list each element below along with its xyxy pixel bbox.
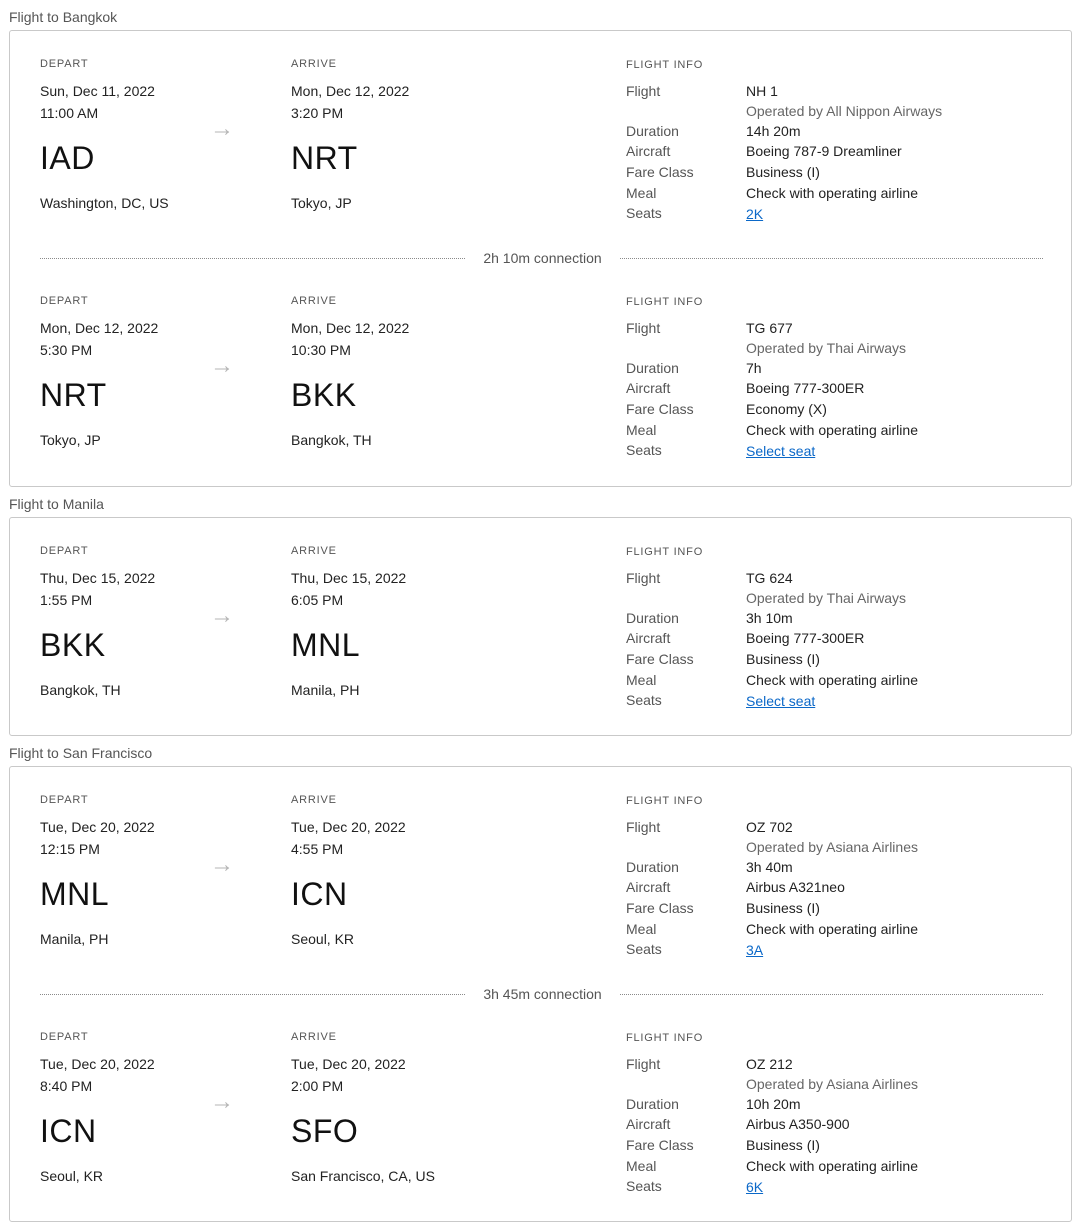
arrive-airport-code: MNL [291,627,361,663]
fare-class-key: Fare Class [626,651,694,667]
fare-class-key: Fare Class [626,900,694,916]
arrive-time: 6:05 PM [291,592,344,608]
flight-segment [10,268,1073,468]
arrive-city: Manila, PH [291,682,360,698]
connection-duration: 3h 45m connection [483,986,602,1002]
flight-number: OZ 212 [746,1056,793,1072]
meal-value: Check with operating airline [746,1158,918,1174]
meal-key: Meal [626,422,657,438]
depart-time: 12:15 PM [40,841,100,857]
arrive-time: 10:30 PM [291,342,351,358]
trip-card [9,766,1072,1222]
arrive-city: Tokyo, JP [291,195,352,211]
depart-time: 11:00 AM [40,105,99,121]
depart-date: Tue, Dec 20, 2022 [40,819,155,835]
depart-city: Tokyo, JP [40,432,101,448]
operated-by: Operated by Thai Airways [746,340,907,356]
flight-key: Flight [626,320,661,336]
flight-number: OZ 702 [746,819,793,835]
aircraft-key: Aircraft [626,143,671,159]
seat-link[interactable]: 2K [746,206,764,222]
flight-info-label: FLIGHT INFO [626,296,704,308]
aircraft-key: Aircraft [626,1116,671,1132]
depart-airport-code: MNL [40,876,110,912]
duration-key: Duration [626,123,679,139]
seat-selection [746,205,763,223]
arrive-label: ARRIVE [291,545,337,557]
trip-title: Flight to Manila [9,496,104,512]
arrive-date: Tue, Dec 20, 2022 [291,1056,406,1072]
duration-value: 10h 20m [746,1096,801,1112]
flight-key: Flight [626,1056,661,1072]
depart-time: 5:30 PM [40,342,93,358]
fare-class-value: Business (I) [746,900,820,916]
arrow-right-icon: → [210,115,234,142]
depart-airport-code: BKK [40,627,106,663]
flight-segment [10,1004,1073,1204]
depart-date: Thu, Dec 15, 2022 [40,570,156,586]
arrive-airport-code: NRT [291,140,358,176]
depart-time: 8:40 PM [40,1078,93,1094]
fare-class-value: Business (I) [746,651,820,667]
operated-by: Operated by Asiana Airlines [746,839,918,855]
fare-class-value: Business (I) [746,164,820,180]
operated-by: Operated by All Nippon Airways [746,103,943,119]
arrive-city: Seoul, KR [291,931,355,947]
connection-divider [40,248,1043,268]
aircraft-key: Aircraft [626,879,671,895]
arrive-time: 2:00 PM [291,1078,344,1094]
fare-class-value: Economy (X) [746,401,827,417]
flight-key: Flight [626,83,661,99]
depart-city: Bangkok, TH [40,682,121,698]
meal-value: Check with operating airline [746,422,918,438]
meal-value: Check with operating airline [746,185,918,201]
aircraft-value: Boeing 777-300ER [746,380,865,396]
duration-value: 7h [746,360,762,376]
connector-line-right [620,258,1043,259]
arrive-city: San Francisco, CA, US [291,1168,435,1184]
flight-segment [10,767,1073,967]
seats-key: Seats [626,692,662,708]
arrive-airport-code: ICN [291,876,348,912]
duration-value: 3h 40m [746,859,793,875]
depart-label: DEPART [40,58,89,70]
meal-value: Check with operating airline [746,921,918,937]
seat-link[interactable]: 6K [746,1179,764,1195]
seat-selection [746,692,815,710]
arrive-airport-code: SFO [291,1113,359,1149]
arrive-date: Tue, Dec 20, 2022 [291,819,406,835]
flight-segment [10,31,1073,231]
arrive-label: ARRIVE [291,794,337,806]
seat-link[interactable]: Select seat [746,693,816,709]
flight-number: TG 624 [746,570,793,586]
flight-info-label: FLIGHT INFO [626,59,704,71]
operated-by: Operated by Asiana Airlines [746,1076,918,1092]
depart-label: DEPART [40,295,89,307]
connector-line-right [620,994,1043,995]
aircraft-key: Aircraft [626,630,671,646]
arrow-right-icon: → [210,602,234,629]
seat-selection [746,442,815,460]
arrow-right-icon: → [210,352,234,379]
depart-date: Sun, Dec 11, 2022 [40,83,155,99]
flight-info-label: FLIGHT INFO [626,795,704,807]
depart-date: Tue, Dec 20, 2022 [40,1056,155,1072]
aircraft-key: Aircraft [626,380,671,396]
trip-title: Flight to Bangkok [9,9,118,25]
operated-by: Operated by Thai Airways [746,590,907,606]
meal-key: Meal [626,185,657,201]
depart-airport-code: IAD [40,140,95,176]
connector-line-left [40,258,465,259]
arrow-right-icon: → [210,851,234,878]
seat-selection [746,941,763,959]
arrive-date: Mon, Dec 12, 2022 [291,320,410,336]
flight-number: NH 1 [746,83,778,99]
arrow-right-icon: → [210,1088,234,1115]
flight-key: Flight [626,819,661,835]
arrive-label: ARRIVE [291,1031,337,1043]
meal-key: Meal [626,672,657,688]
flight-key: Flight [626,570,661,586]
fare-class-value: Business (I) [746,1137,820,1153]
duration-key: Duration [626,859,679,875]
duration-value: 3h 10m [746,610,793,626]
meal-key: Meal [626,1158,657,1174]
depart-city: Washington, DC, US [40,195,169,211]
aircraft-value: Boeing 787-9 Dreamliner [746,143,902,159]
depart-airport-code: ICN [40,1113,97,1149]
arrive-date: Thu, Dec 15, 2022 [291,570,407,586]
fare-class-key: Fare Class [626,164,694,180]
seats-key: Seats [626,442,662,458]
aircraft-value: Boeing 777-300ER [746,630,865,646]
arrive-time: 4:55 PM [291,841,344,857]
arrive-label: ARRIVE [291,295,337,307]
depart-city: Seoul, KR [40,1168,104,1184]
arrive-city: Bangkok, TH [291,432,372,448]
seat-selection [746,1178,763,1196]
flight-number: TG 677 [746,320,793,336]
aircraft-value: Airbus A350-900 [746,1116,850,1132]
arrive-airport-code: BKK [291,377,357,413]
depart-label: DEPART [40,794,89,806]
duration-value: 14h 20m [746,123,801,139]
depart-city: Manila, PH [40,931,109,947]
aircraft-value: Airbus A321neo [746,879,845,895]
duration-key: Duration [626,360,679,376]
seat-link[interactable]: Select seat [746,443,816,459]
fare-class-key: Fare Class [626,401,694,417]
arrive-label: ARRIVE [291,58,337,70]
seats-key: Seats [626,205,662,221]
trip-card [9,517,1072,736]
depart-label: DEPART [40,1031,89,1043]
trip-title: Flight to San Francisco [9,745,153,761]
connection-duration: 2h 10m connection [483,250,602,266]
meal-key: Meal [626,921,657,937]
seat-link[interactable]: 3A [746,942,764,958]
arrive-time: 3:20 PM [291,105,344,121]
depart-label: DEPART [40,545,89,557]
flight-segment [10,518,1073,718]
connector-line-left [40,994,465,995]
flight-info-label: FLIGHT INFO [626,1032,704,1044]
depart-airport-code: NRT [40,377,107,413]
fare-class-key: Fare Class [626,1137,694,1153]
connection-divider [40,984,1043,1004]
trip-card [9,30,1072,487]
seats-key: Seats [626,941,662,957]
arrive-date: Mon, Dec 12, 2022 [291,83,410,99]
seats-key: Seats [626,1178,662,1194]
duration-key: Duration [626,610,679,626]
depart-time: 1:55 PM [40,592,93,608]
duration-key: Duration [626,1096,679,1112]
flight-info-label: FLIGHT INFO [626,546,704,558]
depart-date: Mon, Dec 12, 2022 [40,320,159,336]
meal-value: Check with operating airline [746,672,918,688]
